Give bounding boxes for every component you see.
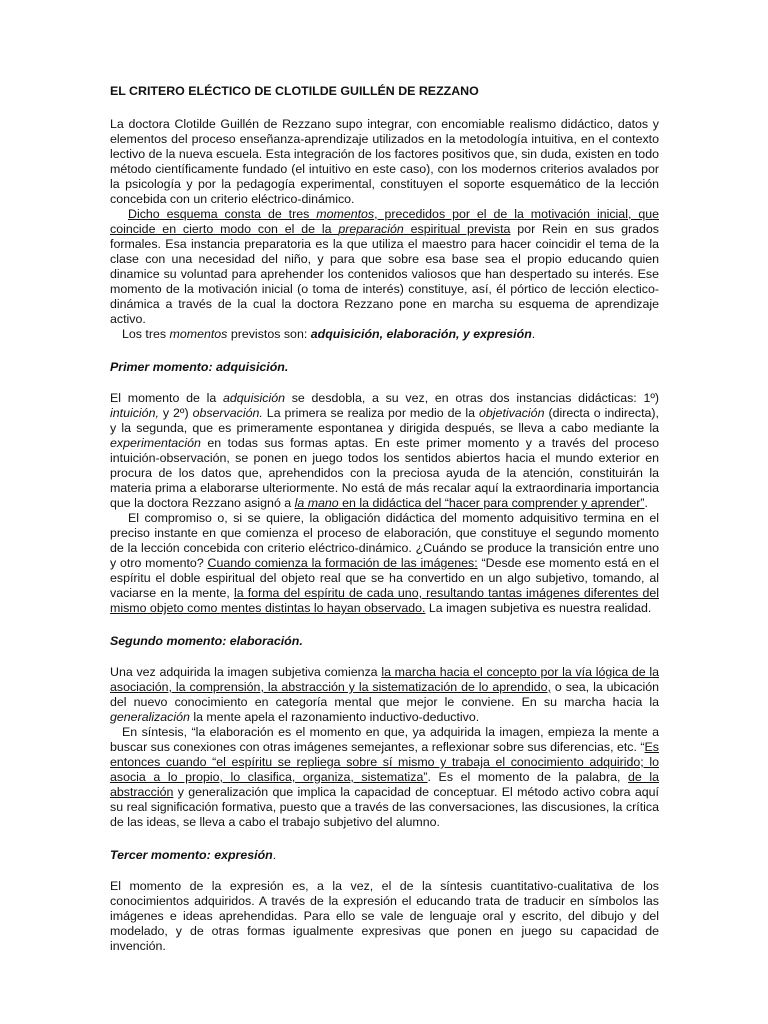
paragraph-text: previstos son:	[227, 327, 311, 341]
paragraph-text: . Es el momento de la palabra,	[427, 770, 628, 784]
italic-text: experimentación	[110, 436, 201, 450]
paragraph-scheme	[110, 207, 659, 327]
italic-text: objetivación	[479, 406, 545, 420]
underlined-text: Dicho esquema consta de tres	[128, 207, 317, 221]
italic-underlined-text: momentos	[316, 207, 375, 221]
section-heading-first: Primer momento: adquisición.	[110, 360, 289, 374]
paragraph-commitment	[110, 511, 659, 616]
section-heading-third	[110, 848, 659, 863]
paragraph-moments	[110, 327, 659, 342]
paragraph-text: la mente apela el razonamiento inductivo-deductivo.	[189, 710, 480, 724]
underlined-text: la marcha hacia el concepto por la vía lógica de la asociación, la comprensión, la abstracción y la sistematización de lo aprendido,	[110, 665, 659, 694]
paragraph-acquisition	[110, 391, 659, 511]
underlined-text: en la didáctica del “hacer para comprender y aprender”	[338, 496, 645, 510]
paragraph-text: y 2º)	[158, 406, 193, 420]
italic-text: generalización	[110, 710, 190, 724]
document-page	[110, 84, 659, 954]
paragraph-text: (directa o indirecta), y la segunda, que es primeramente espontanea y dirigida después, se lleva a cabo mediante la	[110, 406, 659, 435]
paragraph-text: En síntesis, “la elaboración es el momento en que, ya adquirida la imagen, empieza la mente a buscar sus conexiones con otras imágenes semejantes, a reflexionar sobre sus diferencias, etc. “	[110, 725, 659, 754]
italic-text: intuición,	[110, 406, 159, 420]
paragraph-text: por Rein en sus grados formales. Esa instancia preparatoria es la que utiliza el maestro para hacer coincidir el tema de la clase con una necesidad del niño, y para que sobre esa base sea el propio educando quien dinamice su voluntad para aprehender los contenidos valiosos que han despertado su interés. Ese momento de la motivación inicial (o toma de interés) constituye, así, él pórtico de lección electico-dinámica a través de la cual la doctora Rezzano pone en marcha su esquema de aprendizaje activo.	[110, 222, 660, 326]
italic-underlined-text: la mano	[294, 496, 339, 510]
paragraph-text: .	[644, 496, 648, 510]
heading-text: Tercer momento: expresión	[110, 848, 273, 862]
paragraph-text: se desdobla, a su vez, en otras dos instancias didácticas: 1º)	[285, 391, 659, 405]
paragraph-text: o sea, la ubicación del nuevo conocimiento en categoría mental que mejor le conviene. En su marcha hacia la	[110, 680, 659, 709]
document-title: EL CRITERO ELÉCTICO DE CLOTILDE GUILLÉN DE REZZANO	[110, 84, 479, 98]
paragraph-text: Una vez adquirida la imagen subjetiva comienza	[110, 665, 382, 679]
underlined-text: Cuando comienza la formación de las imágenes:	[207, 556, 478, 570]
paragraph-text: y generalización que implica la capacidad de conceptuar. El método activo cobra aquí su real significación formativa, puesto que a través de las conversaciones, las discusiones, la crítica de las ideas, se lleva a cabo el trabajo subjetivo del alumno.	[110, 785, 659, 829]
paragraph-expression: El momento de la expresión es, a la vez, el de la síntesis cuantitativo-cualitativa de los conocimientos adquiridos. A través de la expresión el educando trata de traducir en símbolos las imágenes e ideas aprehendidas. Para ello se vale de lenguaje oral y escrito, del dibujo y del modelado, y de otras formas igualmente expresivas que ponen en juego su capacidad de invención.	[110, 879, 659, 953]
bold-italic-text: adquisición, elaboración, y expresión	[310, 327, 532, 341]
italic-underlined-text: preparación	[338, 222, 404, 236]
underlined-text: , precedidos por el de la motivación inicial, que coincide en cierto modo con el de la	[110, 207, 659, 236]
italic-text: adquisición	[223, 391, 285, 405]
paragraph-text: La imagen subjetiva es nuestra realidad.	[425, 601, 652, 615]
paragraph-elaboration	[110, 665, 659, 725]
paragraph-text: El compromiso o, si se quiere, la obligación didáctica del momento adquisitivo termina en el preciso instante en que comienza el proceso de elaboración, que constituye el segundo momento de la lección concebida con criterio eléctrico-dinámico. ¿Cuándo se produce la transición entre uno y otro momento?	[110, 511, 659, 570]
underlined-text: espiritual prevista	[403, 222, 511, 236]
paragraph-text: “Desde ese momento está en el espíritu el doble espiritual del objeto real que se ha convertido en un algo subjetivo, tomando, al vaciarse en la mente,	[110, 556, 659, 600]
paragraph-text: La primera se realiza por medio de la	[262, 406, 480, 420]
paragraph-synthesis	[110, 725, 659, 830]
italic-text: momentos	[169, 327, 228, 341]
italic-text: observación.	[192, 406, 263, 420]
underlined-text: de la abstracción	[110, 770, 660, 799]
paragraph-intro: La doctora Clotilde Guillén de Rezzano supo integrar, con encomiable realismo didáctico, datos y elementos del proceso enseñanza-aprendizaje utilizados en la metodología intuitiva, en el contexto lectivo de la nueva escuela. Esta integración de los factores positivos que, sin duda, existen en todo método científicamente fundado (el intuitivo en este caso), con los modernos criterios avalados por la psicología y por la pedagogía experimental, constituyen el soporte esquemático de la lección concebida con un criterio eléctrico-dinámico.	[110, 117, 659, 206]
underlined-text: la forma del espíritu de cada uno, resultando tantas imágenes diferentes del mismo objeto como mentes distintas lo hayan observado.	[110, 586, 659, 615]
paragraph-text: El momento de la	[110, 391, 223, 405]
paragraph-text: Los tres	[122, 327, 170, 341]
section-heading-second: Segundo momento: elaboración.	[110, 634, 303, 648]
heading-period: .	[272, 848, 277, 862]
paragraph-text: .	[531, 327, 536, 341]
underlined-text: Es entonces cuando “el espíritu se repliega sobre sí mismo y trabaja el conocimiento adquirido; lo asocia a lo propio, lo clasifica, organiza, sistematiza”	[110, 740, 659, 784]
paragraph-text: en todas sus formas aptas. En este primer momento y a través del proceso intuición-observación, se ponen en juego todos los sentidos abiertos hacia el mundo exterior en procura de los datos que, aprehendidos con la preciosa ayuda de la atención, constituirán la materia prima a elaborarse ulteriormente. No está de más recalar aquí la extraordinaria importancia que la doctora Rezzano asignó a	[110, 436, 659, 510]
